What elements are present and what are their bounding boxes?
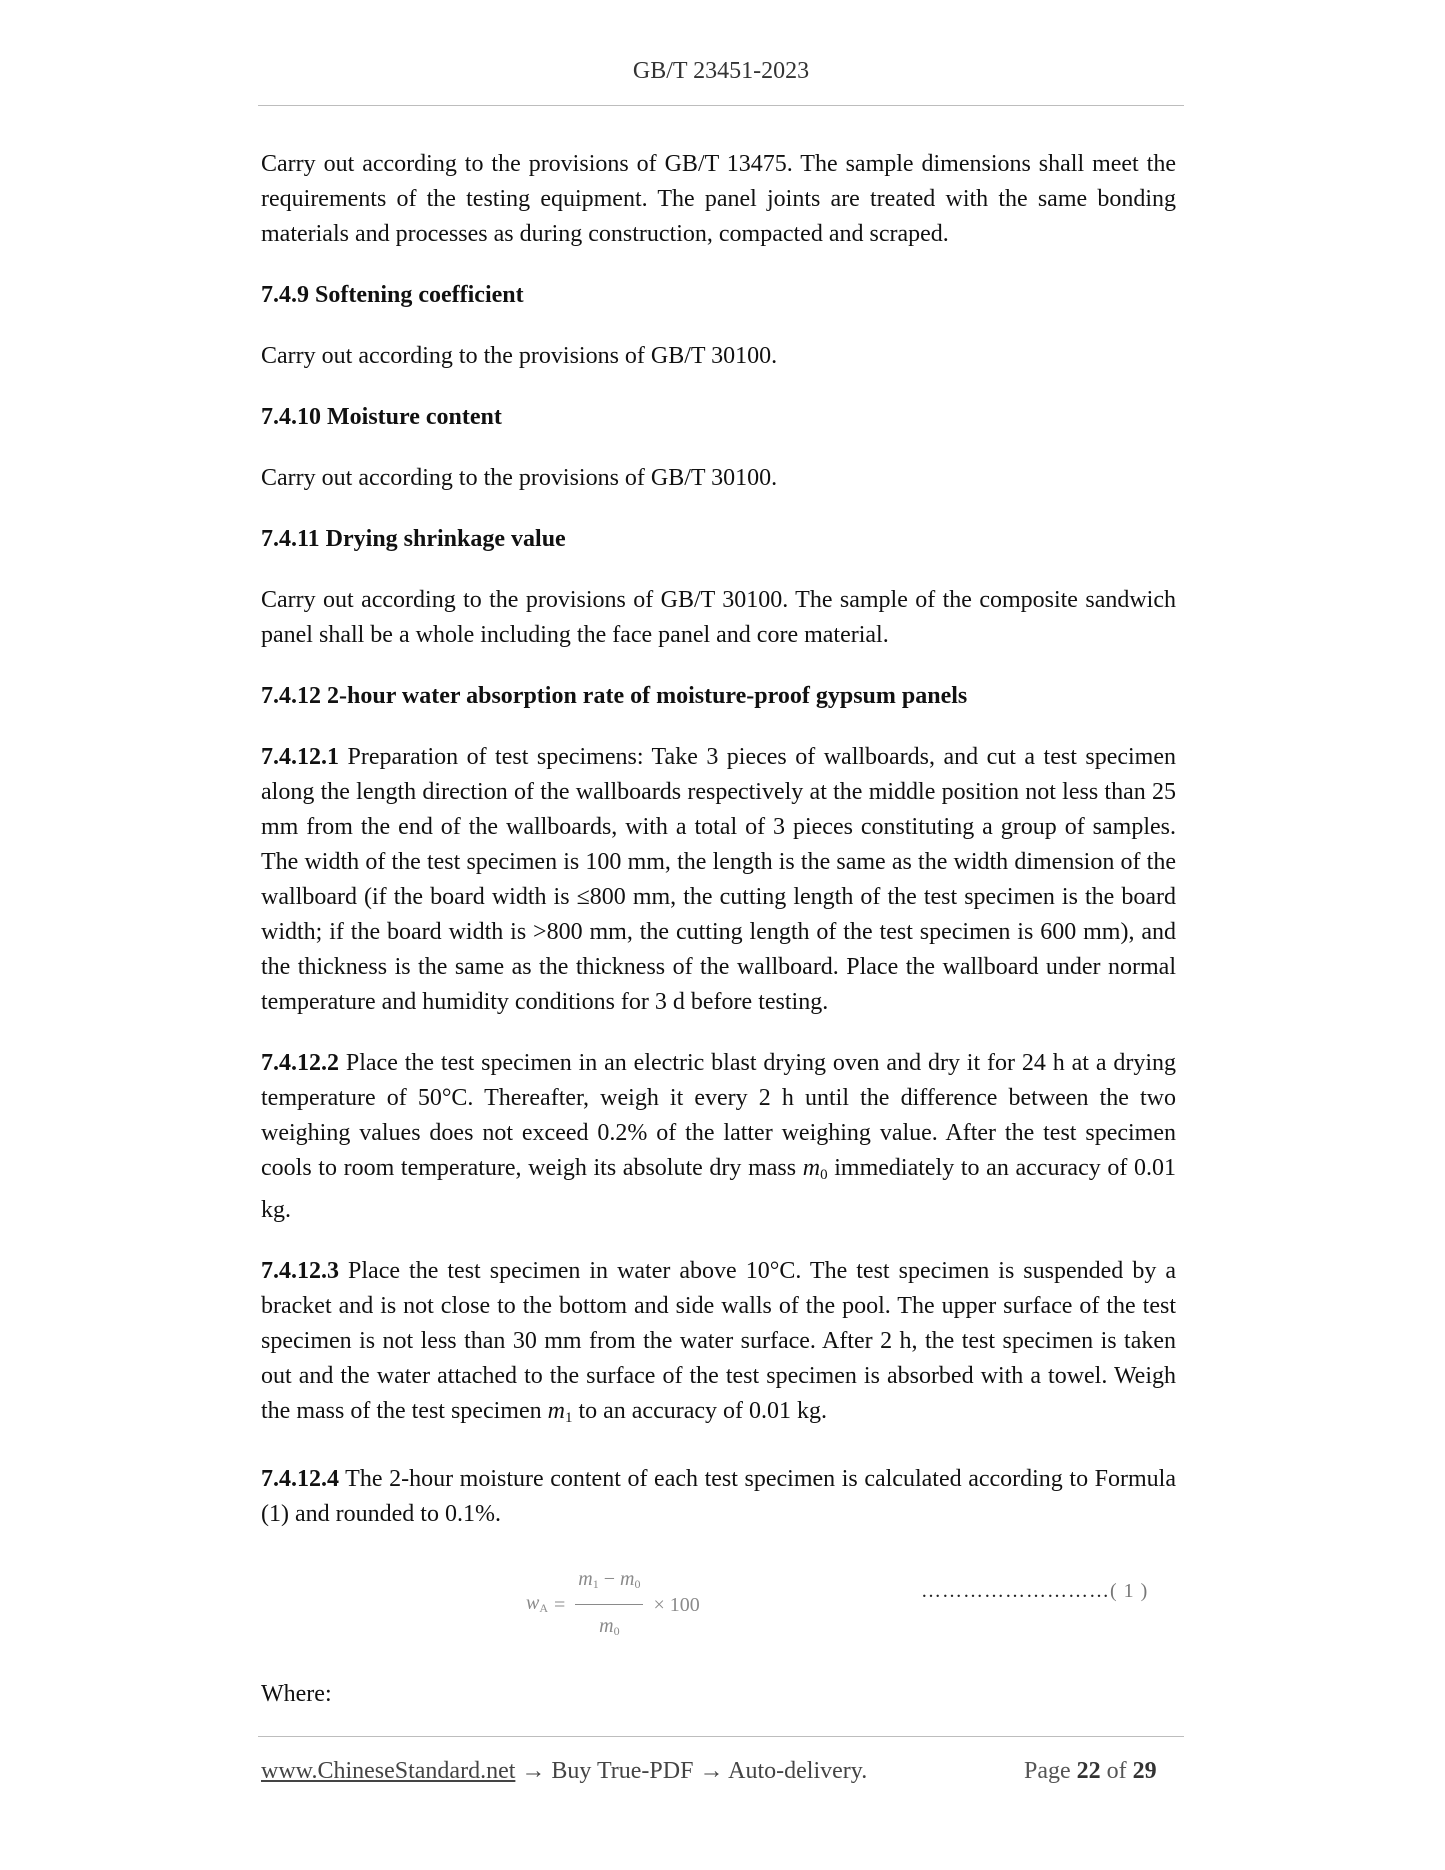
variable-m1: $m_1$ [547,1398,573,1426]
formula-numerator: m1 − m0 [575,1562,643,1605]
clause-number: 7.4.12.2 [261,1050,339,1076]
buy-text: Buy True-PDF [551,1758,694,1784]
clause-text-end: to an accuracy of 0.01 kg. [578,1398,828,1424]
page-indicator: Page 22 of 29 [1024,1758,1157,1784]
document-header [258,58,1184,85]
header-divider [258,105,1184,106]
arrow-right-icon: → [699,1758,724,1784]
current-page: 22 [1076,1758,1101,1784]
variable-m0: $m_0$ [802,1155,828,1183]
paragraph-7-4-12-4 [261,1462,1176,1532]
clause-number: 7.4.12.1 [261,744,339,770]
paragraph-7-4-12-3 [261,1254,1176,1436]
paragraph-7-4-12-2 [261,1046,1176,1228]
heading-7-4-9: 7.4.9 Softening coefficient [261,282,524,308]
standard-number: GB/T 23451-2023 [632,58,810,84]
clause-text-end: immediately to an accuracy of 0.01 kg. [261,1155,1177,1223]
formula-equals: = [554,1594,566,1616]
clause-text: Place the test specimen in water above 10°C. The test specimen is suspended by a bracket and is not close to the bottom and side walls of the pool. The upper surface of the test specimen is not less than 30 mm from the water surface. After 2 h, the test specimen is taken out and the water attached to the surface of the test specimen is absorbed with a towel. Weigh the mass of the test specimen [261,1258,1176,1424]
where-label: Where: [261,1681,332,1707]
formula-fraction [575,1562,643,1649]
intro-paragraph: Carry out according to the provisions of GB/T 13475. The sample dimensions shall meet the requirements of the testing equipment. The panel joints are treated with the same bonding materials and processes as during construction, compacted and scraped. [261,151,1176,247]
clause-text: The 2-hour moisture content of each test specimen is calculated according to Formula (1) and rounded to 0.1%. [261,1466,1176,1527]
formula-1 [526,1562,700,1649]
heading-7-4-10: 7.4.10 Moisture content [261,404,502,430]
formula-times-100: × 100 [653,1594,700,1616]
paragraph-7-4-12-1 [261,740,1176,1020]
clause-number: 7.4.12.3 [261,1258,339,1284]
heading-7-4-12: 7.4.12 2-hour water absorption rate of moisture-proof gypsum panels [261,683,968,709]
formula-lhs: wA [526,1591,549,1615]
clause-text: Place the test specimen in an electric blast drying oven and dry it for 24 h at a drying temperature of 50°C. Thereafter, weigh it every 2 h until the difference between the two weighing values does not exceed 0.2% of the latter weighing value. After the test specimen cools to room temperature, weigh its absolute dry mass [261,1050,1176,1181]
paragraph-7-4-11: Carry out according to the provisions of GB/T 30100. The sample of the composite sandwich panel shall be a whole including the face panel and core material. [261,587,1176,648]
document-body [261,147,1176,1712]
auto-delivery-text: Auto-delivery. [728,1758,868,1784]
website-link[interactable]: www.ChineseStandard.net [261,1758,516,1784]
arrow-right-icon: → [521,1758,546,1784]
total-pages: 29 [1132,1758,1157,1784]
clause-text: Preparation of test specimens: Take 3 pieces of wallboards, and cut a test specimen along the length direction of the wallboards respectively at the middle position not less than 25 mm from the end of the wallboards, with a total of 3 pieces constituting a group of samples. The width of the test specimen is 100 mm, the length is the same as the width dimension of the wallboard (if the board width is ≤800 mm, the cutting length of the test specimen is the board width; if the board width is >800 mm, the cutting length of the test specimen is 600 mm), and the thickness is the same as the thickness of the wallboard. Place the wallboard under normal temperature and humidity conditions for 3 d before testing. [261,744,1176,1015]
footer-promo [261,1758,867,1785]
paragraph-7-4-10: Carry out according to the provisions of GB/T 30100. [261,465,778,491]
clause-number: 7.4.12.4 [261,1466,339,1492]
formula-block [261,1556,1176,1651]
formula-number: ………………………( 1 ) [921,1580,1149,1602]
formula-denominator: m0 [599,1615,620,1638]
heading-7-4-11: 7.4.11 Drying shrinkage value [261,526,566,552]
footer-divider [258,1736,1184,1737]
paragraph-7-4-9: Carry out according to the provisions of GB/T 30100. [261,343,778,369]
